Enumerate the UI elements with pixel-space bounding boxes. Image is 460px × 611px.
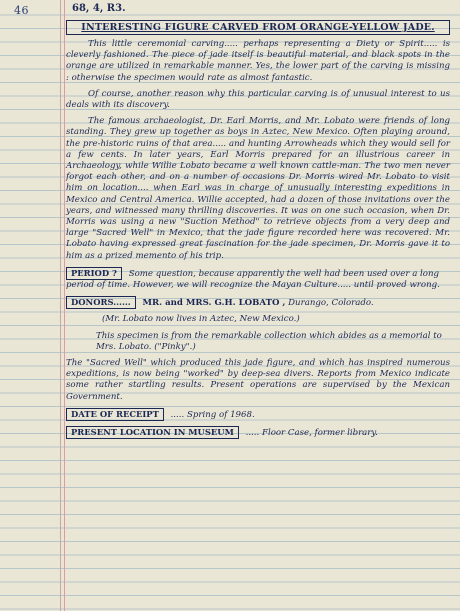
memorial-note: This specimen is from the remarkable collection which abides as a memorial to Mrs. Lobato. ("Pinky".) [96, 330, 442, 352]
date-of-receipt-section [66, 408, 450, 421]
description-paragraph-2: Of course, another reason why this particular carving is of unusual interest to us deals with its discovery. [66, 88, 450, 111]
page-number: 46 [14, 4, 29, 17]
present-location-label: PRESENT LOCATION IN MUSEUM [66, 426, 239, 439]
period-label: PERIOD ? [66, 267, 122, 280]
period-text: Some question, because apparently the well had been used over a long period of time. However, we will recognize the Mayan Culture..... until proved wrong. [66, 268, 440, 291]
present-location-section [66, 426, 450, 439]
period-section [66, 267, 450, 291]
donors-section [66, 296, 450, 309]
history-paragraph: The famous archaeologist, Dr. Earl Morris, and Mr. Lobato were friends of long standing. They grew up together as boys in Aztec, New Mexico. Often playing around, the pre-historic ruins of that area..... and hunting Arrowheads which they would sell for a few cents. In later years, Earl Morris prepared for an illustrious career in Archaeology, while Willie Lobato became a well known cattle-man. The two men never forgot each other, and on a number of occasions Dr. Morris wired Mr. Lobato to visit him on location.... when Earl was in charge of unusually interesting expeditions in Mexico and Central America. Willie accepted, had a dozen of those invitations over the years, and witnessed many thrilling discoveries. It was on one such occasion, when Dr. Morris was using a new "Suction Method" to retrieve objects from a very deep and large "Sacred Well" in Mexico, that the jade figure recorded here was recovered. Mr. Lobato having expressed great fascination for the jade specimen, Dr. Morris gave it to him as a prized memento of his trip. [66, 116, 450, 261]
donors-note: (Mr. Lobato now lives in Aztec, New Mexico.) [102, 314, 300, 325]
present-location-value: ..... Floor Case, former library. [245, 428, 378, 439]
margin-line-inner [64, 0, 65, 611]
donors-label: DONORS...... [66, 296, 136, 309]
date-of-receipt-value: ..... Spring of 1968. [170, 409, 255, 420]
page-content [66, 20, 450, 444]
entry-title: INTERESTING FIGURE CARVED FROM ORANGE-YELLOW JADE. [66, 20, 450, 35]
sacred-well-paragraph: The "Sacred Well" which produced this jade figure, and which has inspired numerous expeditions, is now being "worked" by deep-sea divers. Reports from Mexico indicate some rather startling results. Present operations are supervised by the Mexican Government. [66, 358, 450, 402]
date-of-receipt-label: DATE OF RECEIPT [66, 408, 164, 421]
description-paragraph-1: This little ceremonial carving..... perhaps representing a Diety or Spirit..... is cleverly fashioned. The piece of jade itself is beautiful material, and black spots in the orange are utilized in remarkable manner. Yes, the lower part of the carving is missing : otherwise the specimen would rate as almost fantastic. [66, 39, 450, 83]
donors-names: MR. and MRS. G.H. LOBATO , [142, 298, 286, 309]
donors-location: Durango, Colorado. [288, 298, 374, 309]
catalog-number: 68, 4, R3. [72, 3, 126, 14]
margin-line [60, 0, 61, 611]
